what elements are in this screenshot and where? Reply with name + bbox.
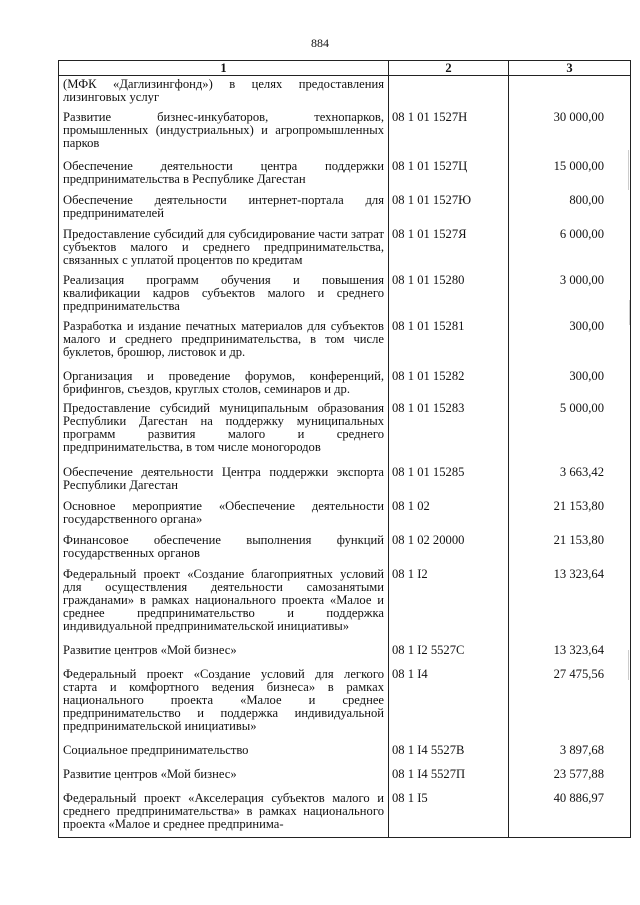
table-row: [59, 272, 631, 318]
row-amount: 13 323,64: [509, 642, 631, 666]
table-row: [59, 109, 631, 158]
table-row: [59, 464, 631, 498]
table-row: [59, 76, 631, 109]
table-header-row: [59, 61, 631, 76]
row-amount: 40 886,97: [509, 790, 631, 838]
table-row: [59, 766, 631, 790]
row-amount: 21 153,80: [509, 498, 631, 532]
row-code: 08 1 01 1527Я: [389, 226, 509, 272]
table-row: [59, 532, 631, 566]
table-row: [59, 400, 631, 464]
row-name: Обеспечение деятельности центра поддержки предпринимательства в Республике Дагестан: [59, 158, 389, 192]
row-name: Реализация программ обучения и повышения квалификации кадров субъектов малого и среднего предпринимательства: [59, 272, 389, 318]
table-row: [59, 642, 631, 666]
row-amount: 30 000,00: [509, 109, 631, 158]
row-code: 08 1 I2: [389, 566, 509, 642]
table-row: [59, 790, 631, 838]
table-row: [59, 498, 631, 532]
row-code: 08 1 I5: [389, 790, 509, 838]
row-code: 08 1 01 15281: [389, 318, 509, 368]
page-number: 884: [311, 36, 329, 50]
scan-mark: [628, 650, 629, 680]
row-name: Предоставление субсидий муниципальным образования Республики Дагестан на поддержку муниципальных программ развития малого и среднего предпринимательства, в том числе моногородов: [59, 400, 389, 464]
row-name: Федеральный проект «Акселерация субъектов малого и среднего предпринимательства» в рамках национального проекта «Малое и среднее предпринима-: [59, 790, 389, 838]
row-name: (МФК «Даглизингфонд») в целях предоставления лизинговых услуг: [59, 76, 389, 109]
row-name: Развитие центров «Мой бизнес»: [59, 642, 389, 666]
row-amount: 21 153,80: [509, 532, 631, 566]
row-name: Обеспечение деятельности Центра поддержки экспорта Республики Дагестан: [59, 464, 389, 498]
row-amount: 300,00: [509, 318, 631, 368]
row-amount: [509, 76, 631, 109]
row-name: Основное мероприятие «Обеспечение деятельности государственного органа»: [59, 498, 389, 532]
table-row: [59, 226, 631, 272]
table-row: [59, 742, 631, 766]
row-code: 08 1 01 15280: [389, 272, 509, 318]
row-amount: 5 000,00: [509, 400, 631, 464]
scan-mark: [628, 150, 629, 190]
row-name: Федеральный проект «Создание условий для легкого старта и комфортного ведения бизнеса» в рамках национального проекта «Малое и среднее предпринимательство и поддержка индивидуальной предпринимательской инициативы»: [59, 666, 389, 742]
row-code: [389, 76, 509, 109]
row-amount: 300,00: [509, 368, 631, 400]
row-amount: 23 577,88: [509, 766, 631, 790]
table-row: [59, 318, 631, 368]
table-row: [59, 158, 631, 192]
column-header-3: 3: [509, 61, 631, 76]
row-amount: 27 475,56: [509, 666, 631, 742]
row-code: 08 1 01 1527Н: [389, 109, 509, 158]
row-code: 08 1 02 20000: [389, 532, 509, 566]
row-name: Разработка и издание печатных материалов для субъектов малого и среднего предпринимательства, в том числе буклетов, брошюр, листовок и др.: [59, 318, 389, 368]
row-name: Организация и проведение форумов, конференций, брифингов, съездов, круглых столов, семинаров и др.: [59, 368, 389, 400]
table-row: [59, 368, 631, 400]
row-code: 08 1 01 1527Ю: [389, 192, 509, 226]
row-name: Социальное предпринимательство: [59, 742, 389, 766]
table-row: [59, 566, 631, 642]
row-code: 08 1 01 15285: [389, 464, 509, 498]
row-amount: 800,00: [509, 192, 631, 226]
row-code: 08 1 I4 5527В: [389, 742, 509, 766]
row-code: 08 1 I4: [389, 666, 509, 742]
row-code: 08 1 I2 5527С: [389, 642, 509, 666]
row-name: Развитие центров «Мой бизнес»: [59, 766, 389, 790]
row-code: 08 1 I4 5527П: [389, 766, 509, 790]
row-amount: 3 897,68: [509, 742, 631, 766]
row-code: 08 1 02: [389, 498, 509, 532]
row-name: Развитие бизнес-инкубаторов, технопарков, промышленных (индустриальных) и агропромышленных парков: [59, 109, 389, 158]
row-code: 08 1 01 15283: [389, 400, 509, 464]
table-row: [59, 666, 631, 742]
row-amount: 13 323,64: [509, 566, 631, 642]
row-amount: 3 000,00: [509, 272, 631, 318]
row-name: Обеспечение деятельности интернет-портала для предпринимателей: [59, 192, 389, 226]
row-name: Предоставление субсидий для субсидирование части затрат субъектов малого и среднего предпринимательства, связанных с уплатой процентов по кредитам: [59, 226, 389, 272]
row-name: Финансовое обеспечение выполнения функций государственных органов: [59, 532, 389, 566]
budget-table: [58, 60, 631, 838]
row-amount: 3 663,42: [509, 464, 631, 498]
row-code: 08 1 01 15282: [389, 368, 509, 400]
row-amount: 6 000,00: [509, 226, 631, 272]
scan-mark: [629, 300, 630, 325]
row-code: 08 1 01 1527Ц: [389, 158, 509, 192]
column-header-1: 1: [59, 61, 389, 76]
row-amount: 15 000,00: [509, 158, 631, 192]
row-name: Федеральный проект «Создание благоприятных условий для осуществления деятельности самозанятыми гражданами» в рамках национального проекта «Малое и среднее предпринимательство и поддержка индивидуальной предпринимательской инициативы»: [59, 566, 389, 642]
table-row: [59, 192, 631, 226]
column-header-2: 2: [389, 61, 509, 76]
